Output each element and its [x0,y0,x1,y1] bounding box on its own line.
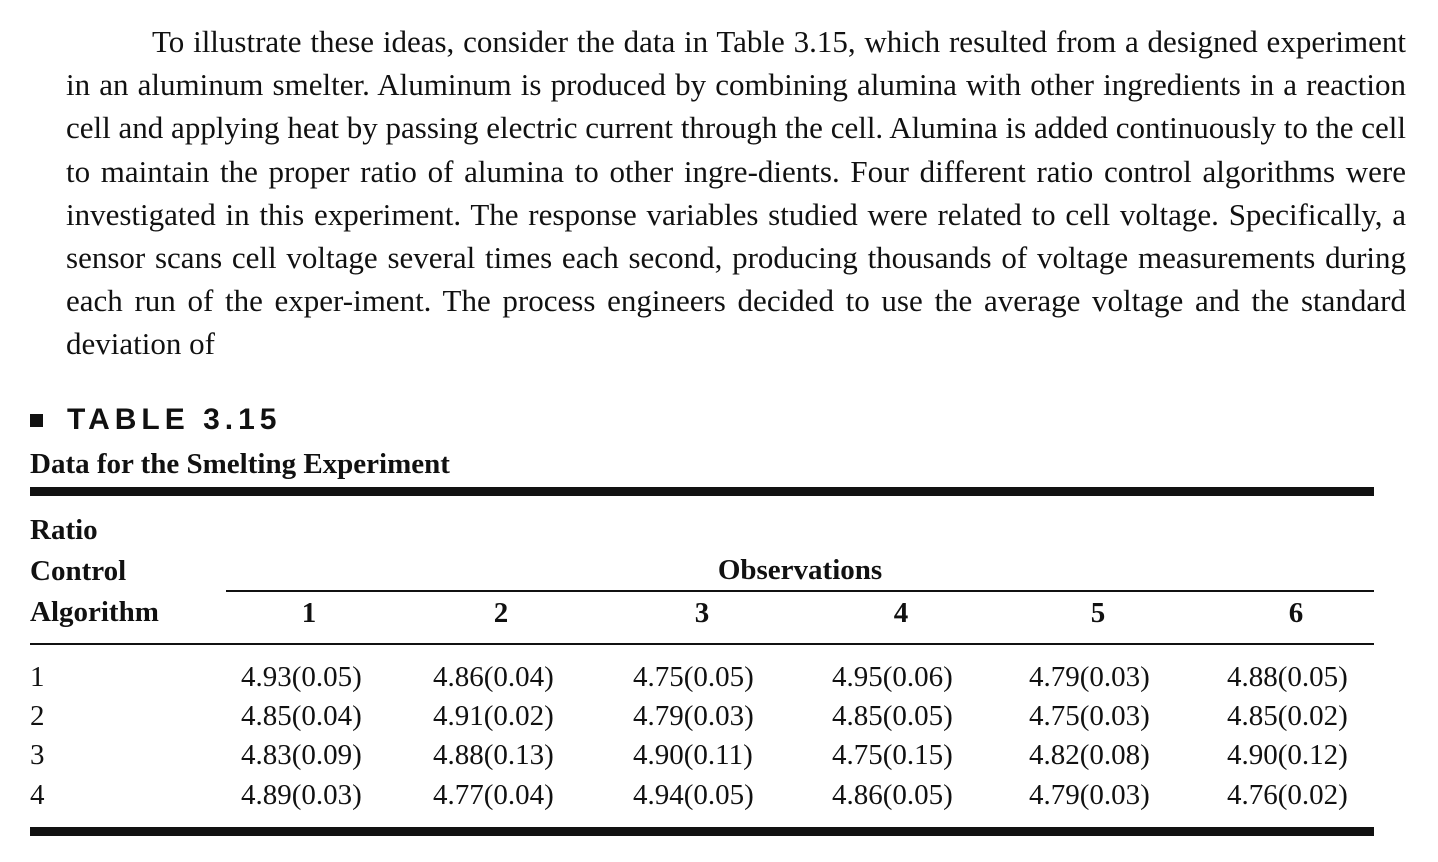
row-label: 1 [30,661,45,693]
table-label [30,400,282,440]
table-cell: 4.75(0.05) [633,661,754,693]
column-header: 6 [1288,597,1304,629]
header-rule [30,643,1374,645]
row-label: 4 [30,779,45,811]
column-header: 4 [893,597,909,629]
table-cell: 4.88(0.13) [433,739,554,771]
table-cell: 4.88(0.05) [1227,661,1348,693]
table-bottom-rule [30,827,1374,836]
stub-header-line: Control [30,555,127,587]
table-cell: 4.85(0.02) [1227,700,1348,732]
table-cell: 4.90(0.12) [1227,739,1348,771]
table-cell: 4.93(0.05) [241,661,362,693]
stub-header-line: Algorithm [30,596,159,628]
column-header: 3 [694,597,710,629]
table-cell: 4.85(0.04) [241,700,362,732]
table-caption: Data for the Smelting Experiment [30,448,450,480]
table-cell: 4.79(0.03) [633,700,754,732]
observations-rule [226,590,1374,592]
table-cell: 4.76(0.02) [1227,779,1348,811]
table-cell: 4.79(0.03) [1029,661,1150,693]
stub-header [30,510,159,633]
column-header: 5 [1090,597,1106,629]
table-cell: 4.85(0.05) [832,700,953,732]
table-cell: 4.75(0.15) [832,739,953,771]
table-top-rule [30,487,1374,496]
table-cell: 4.75(0.03) [1029,700,1150,732]
column-header: 2 [493,597,509,629]
table-cell: 4.79(0.03) [1029,779,1150,811]
table-label-text: TABLE 3.15 [67,403,282,436]
table-cell: 4.89(0.03) [241,779,362,811]
column-header: 1 [301,597,317,629]
row-label: 2 [30,700,45,732]
table-cell: 4.95(0.06) [832,661,953,693]
stub-header-line: Ratio [30,514,98,546]
row-label: 3 [30,739,45,771]
table-cell: 4.86(0.04) [433,661,554,693]
table-cell: 4.77(0.04) [433,779,554,811]
body-paragraph: To illustrate these ideas, consider the data in Table 3.15, which resulted from a designed experiment in an aluminum smelter. Aluminum is produced by combining alumina with other ingredients in a reaction cell and applying heat by passing electric current through the cell. Alumina is added continuously to the cell to maintain the proper ratio of alumina to other ingre-dients. Four different ratio control algorithms were investigated in this experiment. The response variables studied were related to cell voltage. Specifically, a sensor scans cell voltage several times each second, producing thousands of voltage measurements during each run of the exper-iment. The process engineers decided to use the average voltage and the standard deviation of [66,24,1406,362]
table-cell: 4.91(0.02) [433,700,554,732]
observations-header: Observations [717,554,883,586]
table-cell: 4.83(0.09) [241,739,362,771]
table-cell: 4.90(0.11) [633,739,753,771]
square-bullet-icon [30,414,43,427]
table-cell: 4.82(0.08) [1029,739,1150,771]
table-cell: 4.86(0.05) [832,779,953,811]
table-cell: 4.94(0.05) [633,779,754,811]
